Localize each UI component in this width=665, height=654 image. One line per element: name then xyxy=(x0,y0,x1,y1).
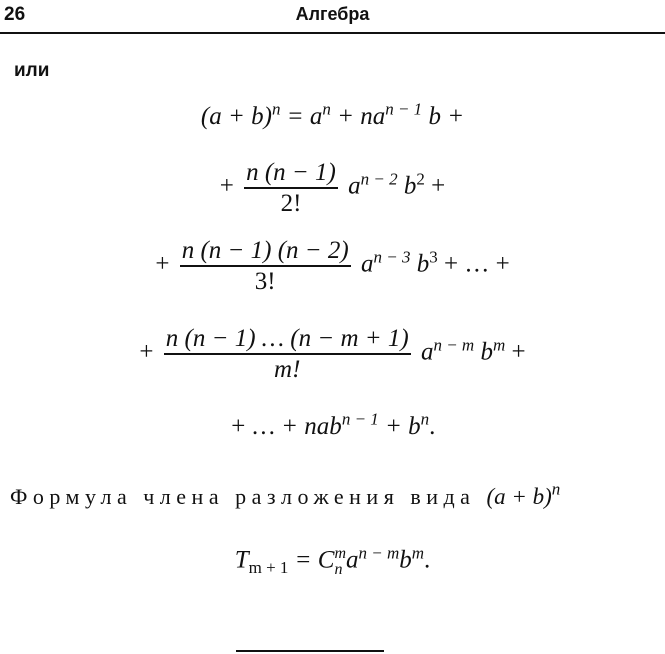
term-T-subscript: m + 1 xyxy=(248,557,289,577)
coefficient-indices xyxy=(334,546,346,578)
general-term-statement xyxy=(10,479,660,510)
term-a: a xyxy=(420,338,434,366)
term-b: b xyxy=(399,546,412,574)
rhs-term-3: b + xyxy=(428,103,465,130)
coefficient-subscript: n xyxy=(334,561,343,578)
term-a-exponent: n − m xyxy=(358,543,400,563)
lead-sign: + xyxy=(139,338,154,366)
end-period: . xyxy=(429,413,436,440)
fraction-denominator: 2! xyxy=(280,190,302,217)
mid-exponent: n xyxy=(420,409,430,429)
running-title: Алгебра xyxy=(295,4,370,24)
term-b-exponent: m xyxy=(411,543,425,563)
binomial-coefficient: = C xyxy=(294,546,335,574)
term-b-exponent: m xyxy=(492,335,506,355)
statement-math-exponent: n xyxy=(551,479,561,499)
lhs-base: (a + b) xyxy=(200,103,272,130)
end-sign: + xyxy=(511,338,526,366)
term-b-exponent: 2 xyxy=(416,169,425,189)
expansion-line-3 xyxy=(0,238,665,294)
term-a-exponent: n − 2 xyxy=(360,169,398,189)
fraction-numerator: n (n − 1) (n − 2) xyxy=(180,238,351,267)
fraction xyxy=(244,160,338,216)
fraction-numerator: n (n − 1) xyxy=(244,160,338,189)
page-number: 26 xyxy=(4,4,26,25)
expansion-line-5 xyxy=(0,409,665,440)
lead-sign: + xyxy=(155,250,170,278)
term-b: b xyxy=(480,338,493,366)
fraction-numerator: n (n − 1) … (n − m + 1) xyxy=(164,326,411,355)
rhs-term-1: = a xyxy=(286,103,323,130)
end-period: . xyxy=(424,546,431,574)
fraction xyxy=(164,326,411,382)
footnote-rule xyxy=(236,650,384,652)
mid-term: + b xyxy=(385,413,421,440)
statement-math-base: (a + b) xyxy=(486,484,552,509)
fraction-denominator: m! xyxy=(274,356,301,383)
header-rule xyxy=(0,32,665,34)
term-a: a xyxy=(360,250,374,278)
rhs-term-2-exponent: n − 1 xyxy=(385,99,423,119)
term-a: a xyxy=(348,172,361,200)
fraction xyxy=(180,238,351,294)
page-header xyxy=(0,0,665,32)
term-T: T xyxy=(234,546,249,574)
term-b: b xyxy=(403,172,417,200)
coefficient-superscript: m xyxy=(334,545,347,562)
lead-sign: + xyxy=(219,172,234,200)
fraction-denominator: 3! xyxy=(254,268,276,295)
expansion-line-1 xyxy=(0,99,665,130)
lead-terms: + … + nab xyxy=(229,413,342,440)
term-b: b xyxy=(416,250,430,278)
end-sign: + … + xyxy=(443,250,510,278)
lead-exponent: n − 1 xyxy=(341,409,379,429)
expansion-line-4 xyxy=(0,326,665,382)
statement-text: Формула члена разложения вида xyxy=(10,484,476,509)
expansion-line-2 xyxy=(0,160,665,216)
end-sign: + xyxy=(431,172,446,200)
term-b-exponent: 3 xyxy=(429,247,438,267)
general-term-formula xyxy=(0,543,665,578)
statement-math xyxy=(486,479,561,509)
term-a: a xyxy=(346,546,359,574)
term-a-exponent: n − m xyxy=(433,335,475,355)
lhs-exponent: n xyxy=(271,99,281,119)
intro-word: или xyxy=(14,60,50,81)
rhs-term-2: + na xyxy=(337,103,386,130)
term-a-exponent: n − 3 xyxy=(373,247,411,267)
rhs-term-1-exponent: n xyxy=(322,99,331,119)
